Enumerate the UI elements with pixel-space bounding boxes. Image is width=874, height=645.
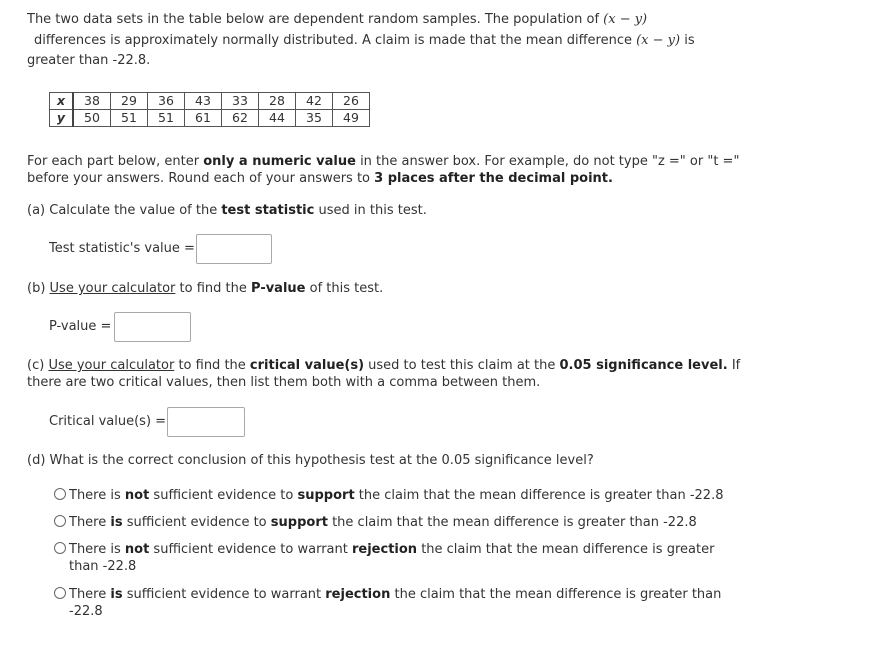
part-c-question-line-1: (c) Use your calculator to find the critical value(s) used to test this claim at the 0.05 significance level. If (27, 358, 741, 373)
option-label[interactable]: There is not sufficient evidence to warrant rejection the claim that the mean difference is greater (69, 542, 715, 557)
table-cell: 44 (259, 110, 296, 127)
part-b-question: (b) Use your calculator to find the P-value of this test. (27, 281, 384, 296)
row-label-y: y (50, 110, 74, 127)
table-cell: 51 (111, 110, 148, 127)
calculator-link[interactable]: Use your calculator (48, 358, 175, 373)
table-cell: 33 (222, 93, 259, 110)
option-label[interactable]: There is not sufficient evidence to support the claim that the mean difference is greater than -22.8 (69, 488, 724, 503)
table-cell: 62 (222, 110, 259, 127)
table-cell: 26 (333, 93, 370, 110)
table-row-y (50, 110, 370, 127)
difference-expression: (x − y) (636, 33, 681, 48)
table-cell: 28 (259, 93, 296, 110)
table-cell: 43 (185, 93, 222, 110)
intro-line-3: greater than -22.8. (27, 53, 151, 68)
part-a-question: (a) Calculate the value of the test statistic used in this test. (27, 203, 427, 218)
table-cell: 51 (148, 110, 185, 127)
test-statistic-input[interactable] (196, 234, 272, 264)
intro-line-2: differences is approximately normally distributed. A claim is made that the mean difference (x − y) is (34, 33, 695, 48)
table-cell: 35 (296, 110, 333, 127)
critical-value-input[interactable] (167, 407, 245, 437)
option-label-continued: -22.8 (69, 604, 103, 619)
option-label[interactable]: There is sufficient evidence to support the claim that the mean difference is greater than -22.8 (69, 515, 697, 530)
row-label-x: x (50, 93, 74, 110)
table-cell: 29 (111, 93, 148, 110)
option-label[interactable]: There is sufficient evidence to warrant rejection the claim that the mean difference is greater than (69, 587, 722, 602)
table-cell: 38 (73, 93, 111, 110)
critical-value-label: Critical value(s) = (49, 414, 167, 429)
p-value-label: P-value = (49, 319, 112, 334)
table-cell: 42 (296, 93, 333, 110)
table-row-x (50, 93, 370, 110)
table-cell: 36 (148, 93, 185, 110)
calculator-link[interactable]: Use your calculator (49, 281, 176, 296)
table-cell: 50 (73, 110, 111, 127)
data-table (49, 92, 370, 127)
table-cell: 61 (185, 110, 222, 127)
intro-line-1: The two data sets in the table below are dependent random samples. The population of (x − y) (27, 12, 648, 27)
difference-expression: (x − y) (603, 12, 648, 27)
table-cell: 49 (333, 110, 370, 127)
test-statistic-label: Test statistic's value = (49, 241, 195, 256)
part-d-question: (d) What is the correct conclusion of this hypothesis test at the 0.05 significance level? (27, 453, 594, 468)
p-value-input[interactable] (114, 312, 191, 342)
radio-button[interactable] (54, 488, 66, 500)
radio-button[interactable] (54, 515, 66, 527)
part-c-question-line-2: there are two critical values, then list them both with a comma between them. (27, 375, 541, 390)
radio-button[interactable] (54, 542, 66, 554)
instructions-line-1: For each part below, enter only a numeric value in the answer box. For example, do not type "z =" or "t =" (27, 154, 740, 169)
option-label-continued: than -22.8 (69, 559, 137, 574)
instructions-line-2: before your answers. Round each of your answers to 3 places after the decimal point. (27, 171, 613, 186)
radio-button[interactable] (54, 587, 66, 599)
